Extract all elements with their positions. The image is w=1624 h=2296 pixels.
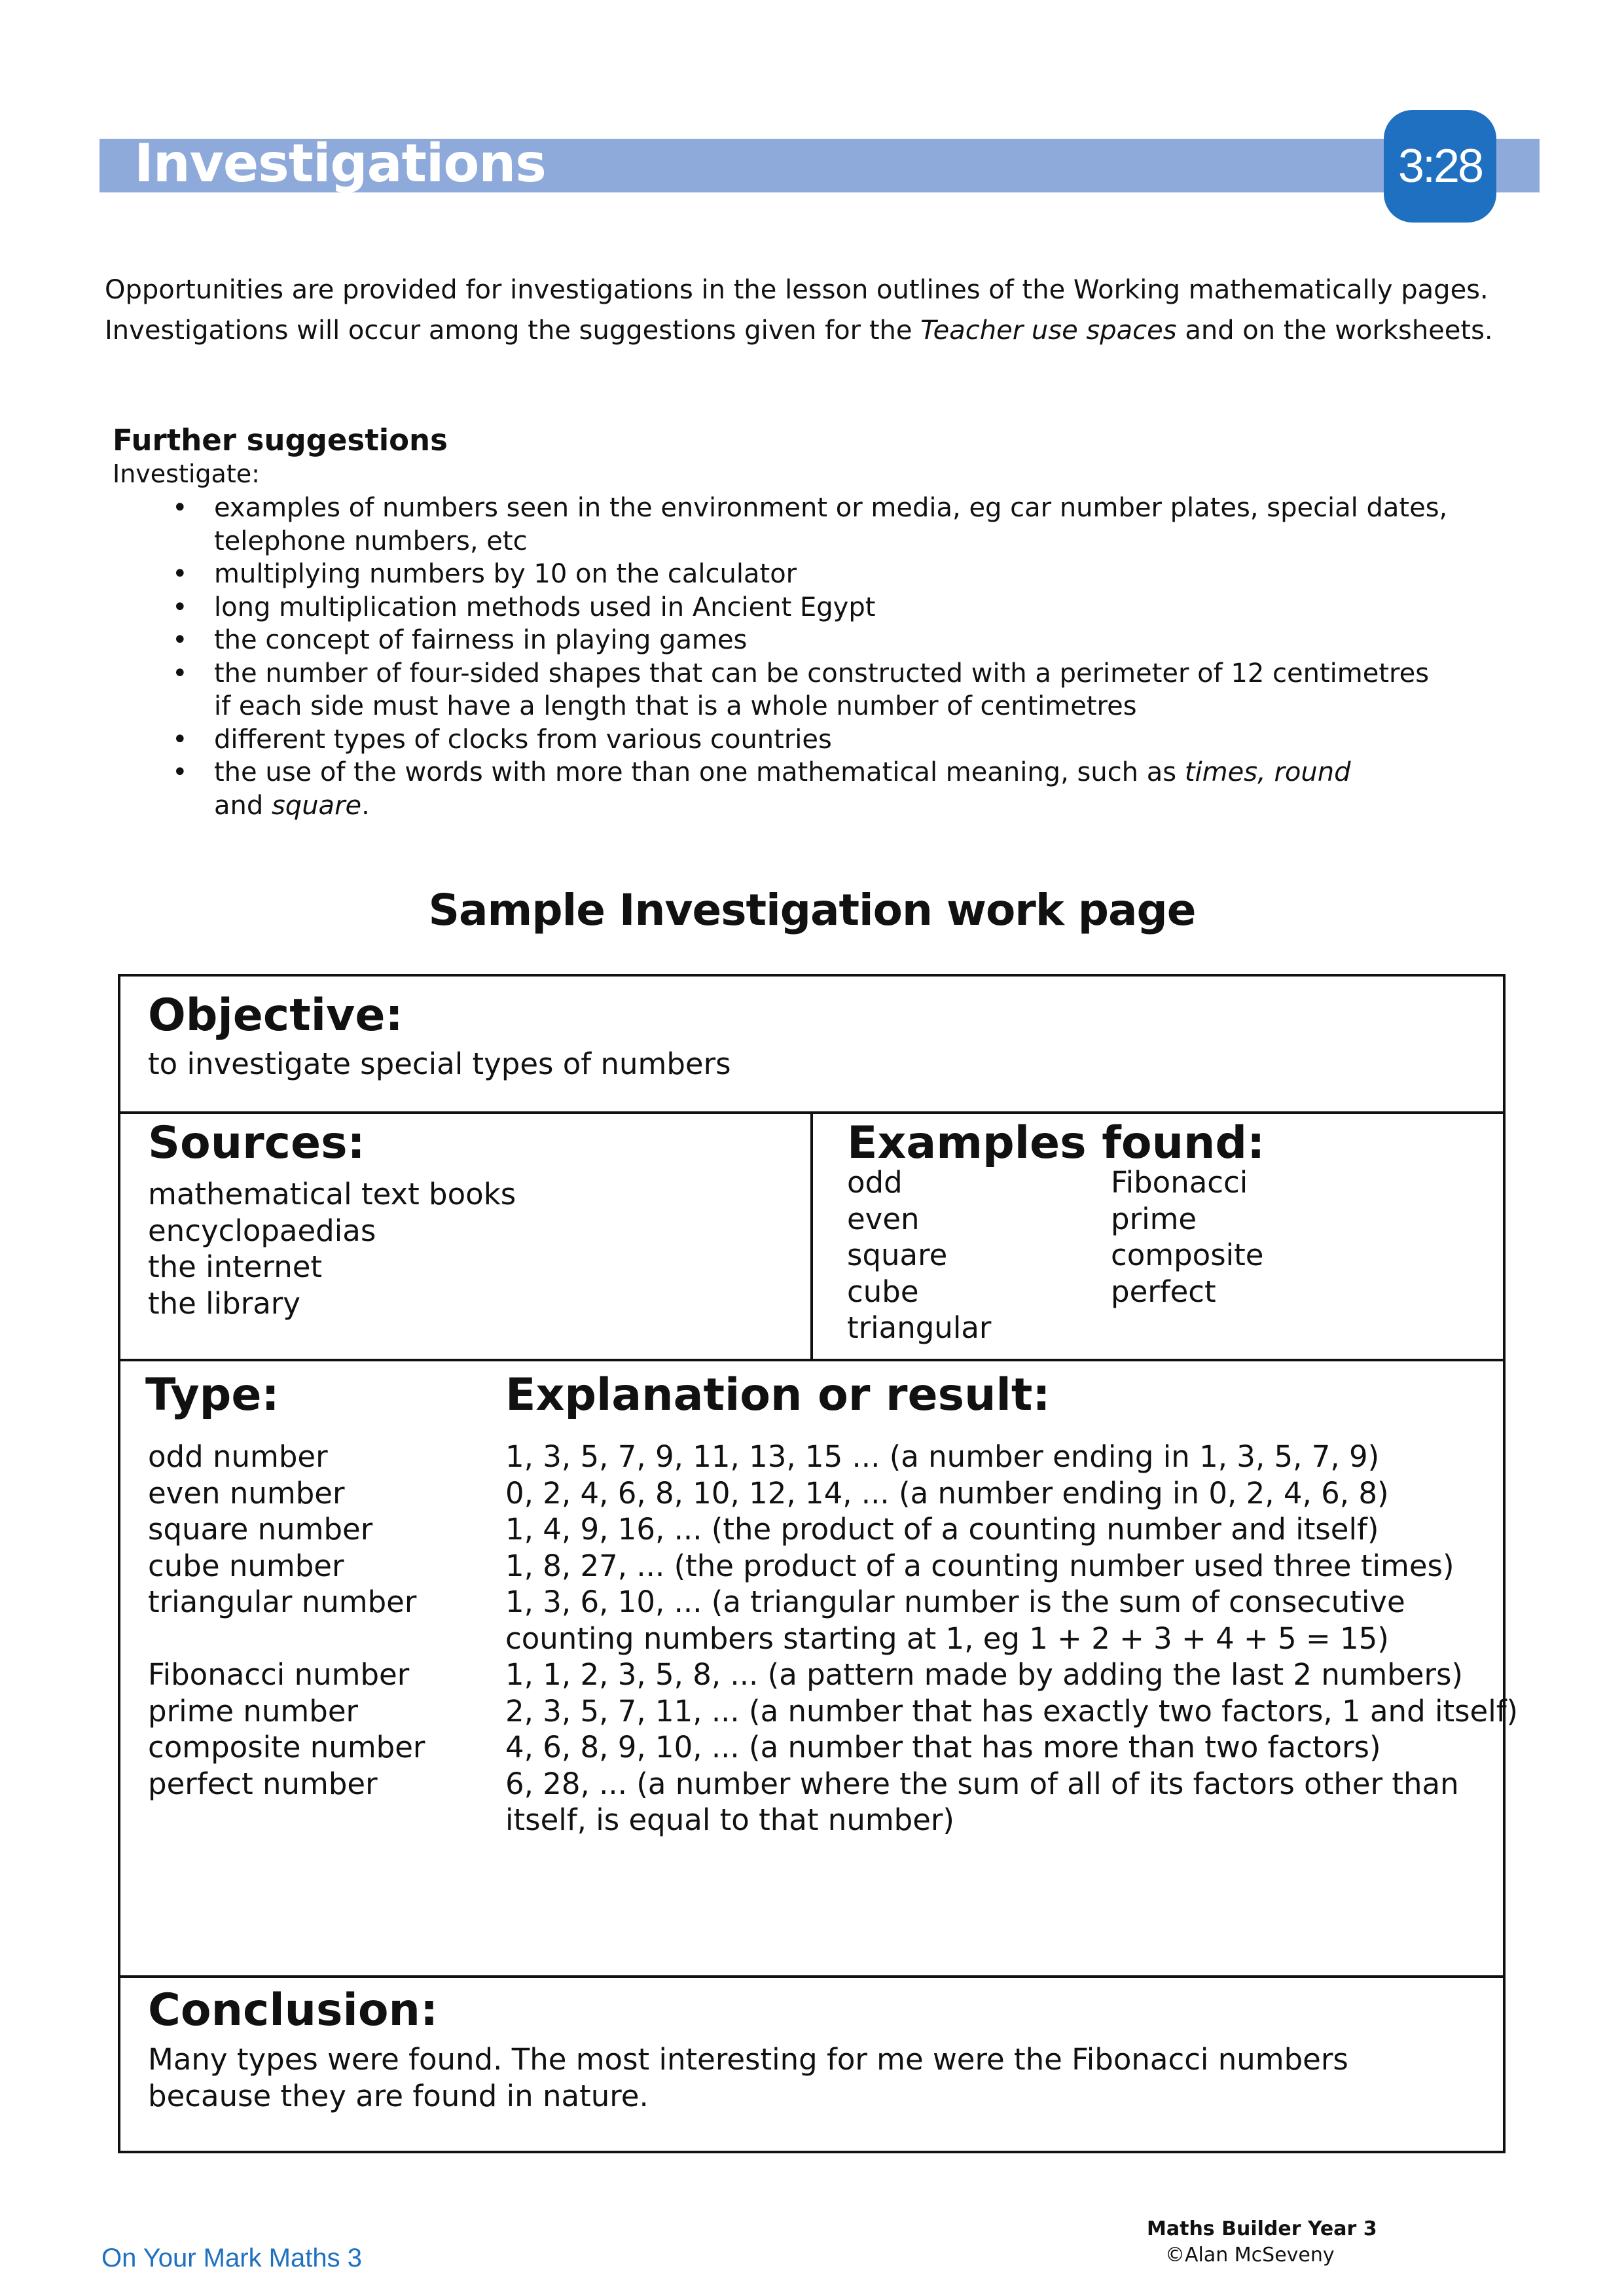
footer-copyright: ©Alan McSeveny xyxy=(1165,2244,1335,2267)
list-item-line: • long multiplication methods used in Ancient Egypt xyxy=(214,592,876,622)
objective-text: to investigate special types of numbers xyxy=(148,1047,731,1081)
explanation-heading: Explanation or result: xyxy=(505,1369,1051,1421)
list-item: square number xyxy=(148,1512,373,1547)
list-item: counting numbers starting at 1, eg 1 + 2 + 3 + 4 + 5 = 15) xyxy=(505,1621,1389,1656)
divider xyxy=(810,1111,813,1359)
list-item: encyclopaedias xyxy=(148,1213,376,1248)
list-item-italic: square xyxy=(271,790,362,821)
page-title: Investigations xyxy=(134,133,546,194)
list-item: Fibonacci xyxy=(1111,1165,1248,1200)
list-item: prime number xyxy=(148,1693,359,1729)
list-item: 2, 3, 5, 7, 11, ... (a number that has exactly two factors, 1 and itself) xyxy=(505,1693,1519,1729)
examples-column-2 xyxy=(1111,1164,1263,1310)
further-subheading: Investigate: xyxy=(113,459,260,488)
sample-title: Sample Investigation work page xyxy=(428,885,1196,935)
intro-line-2 xyxy=(105,310,1545,351)
list-item: perfect number xyxy=(148,1766,378,1801)
type-heading: Type: xyxy=(145,1369,280,1421)
intro-line-2-start: Investigations will occur among the suggestions given for the xyxy=(105,315,921,346)
list-item xyxy=(214,558,1520,591)
list-item: odd number xyxy=(148,1439,328,1474)
list-item: even xyxy=(847,1201,920,1236)
list-item: 1, 8, 27, ... (the product of a counting number used three times) xyxy=(505,1548,1454,1583)
intro-paragraph xyxy=(105,270,1545,351)
conclusion-text xyxy=(148,2041,1392,2114)
list-item xyxy=(214,756,1520,822)
footer-series-title: On Your Mark Maths 3 xyxy=(101,2244,362,2272)
conclusion-line: Many types were found. The most interesting for me were the Fibonacci numbers xyxy=(148,2042,1348,2077)
intro-line-2-end: and on the worksheets. xyxy=(1176,315,1493,346)
list-item: prime xyxy=(1111,1201,1197,1236)
list-item: itself, is equal to that number) xyxy=(505,1803,954,1837)
list-item xyxy=(214,624,1520,657)
list-item-text: , xyxy=(1257,757,1274,787)
list-item: odd xyxy=(847,1165,903,1200)
sources-heading: Sources: xyxy=(148,1117,365,1169)
list-item-text: . xyxy=(361,790,370,821)
list-item: cube xyxy=(847,1274,919,1309)
list-item: 1, 3, 5, 7, 9, 11, 13, 15 ... (a number ending in 1, 3, 5, 7, 9) xyxy=(505,1439,1380,1474)
list-item-line: telephone numbers, etc xyxy=(214,526,528,556)
list-item-italic: times xyxy=(1184,757,1258,787)
list-item: perfect xyxy=(1111,1274,1216,1309)
sources-list xyxy=(148,1176,516,1321)
list-item: 6, 28, ... (a number where the sum of all of its factors other than xyxy=(505,1766,1459,1801)
list-item-line: • the number of four-sided shapes that can be constructed with a perimeter of 12 centimetres xyxy=(214,658,1430,689)
list-item: composite xyxy=(1111,1238,1264,1272)
list-item xyxy=(214,591,1520,624)
suggestion-list xyxy=(113,492,1520,822)
conclusion-line: because they are found in nature. xyxy=(148,2078,649,2113)
list-item: 0, 2, 4, 6, 8, 10, 12, 14, ... (a number ending in 0, 2, 4, 6, 8) xyxy=(505,1475,1389,1511)
list-item-text: and xyxy=(214,790,272,821)
list-item: the internet xyxy=(148,1249,323,1284)
explanations-list xyxy=(505,1439,1519,1839)
list-item: 1, 3, 6, 10, ... (a triangular number is the sum of consecutive xyxy=(505,1585,1405,1619)
divider xyxy=(120,1359,1503,1361)
intro-line-2-italic: Teacher use spaces xyxy=(920,315,1177,346)
divider xyxy=(120,1975,1503,1978)
list-item-line xyxy=(214,756,1520,789)
intro-line-1: Opportunities are provided for investigations in the lesson outlines of the Working mathematically pages. xyxy=(105,275,1489,305)
objective-heading: Objective: xyxy=(148,990,403,1041)
list-item: triangular number xyxy=(148,1585,417,1619)
list-item: square xyxy=(847,1238,948,1272)
footer-book-title: Maths Builder Year 3 xyxy=(1147,2217,1377,2240)
conclusion-heading: Conclusion: xyxy=(148,1984,439,2036)
list-item-line: • multiplying numbers by 10 on the calculator xyxy=(214,559,797,589)
list-item: the library xyxy=(148,1285,300,1321)
list-item: 1, 1, 2, 3, 5, 8, ... (a pattern made by adding the last 2 numbers) xyxy=(505,1657,1463,1692)
page-number-badge: 3:28 xyxy=(1384,110,1496,223)
further-suggestions xyxy=(113,422,1520,822)
list-item-line: • different types of clocks from various countries xyxy=(214,724,832,755)
list-item: even number xyxy=(148,1475,345,1511)
list-item: 4, 6, 8, 9, 10, ... (a number that has more than two factors) xyxy=(505,1730,1381,1765)
list-item-spacer xyxy=(148,1621,425,1657)
worksheet-box xyxy=(118,974,1519,2153)
examples-heading: Examples found: xyxy=(847,1117,1265,1169)
list-item: mathematical text books xyxy=(148,1177,516,1211)
list-item: cube number xyxy=(148,1548,344,1583)
list-item: 1, 4, 9, 16, ... (the product of a counting number and itself) xyxy=(505,1512,1379,1547)
list-item xyxy=(214,492,1520,558)
list-item xyxy=(214,657,1520,723)
further-heading: Further suggestions xyxy=(113,423,448,457)
list-item xyxy=(214,723,1520,757)
list-item-line: if each side must have a length that is a whole number of centimetres xyxy=(214,691,1137,721)
list-item-line: • the concept of fairness in playing games xyxy=(214,625,748,655)
list-item: Fibonacci number xyxy=(148,1657,410,1692)
list-item: composite number xyxy=(148,1730,425,1765)
list-item-line xyxy=(214,789,1520,823)
types-list xyxy=(148,1439,425,1802)
examples-column-1 xyxy=(847,1164,991,1346)
list-item-text: the use of the words with more than one mathematical meaning, such as xyxy=(214,757,1185,787)
list-item: triangular xyxy=(847,1310,992,1345)
list-item-line: • examples of numbers seen in the environment or media, eg car number plates, special dates, xyxy=(214,493,1448,523)
list-item-italic: round xyxy=(1274,757,1351,787)
